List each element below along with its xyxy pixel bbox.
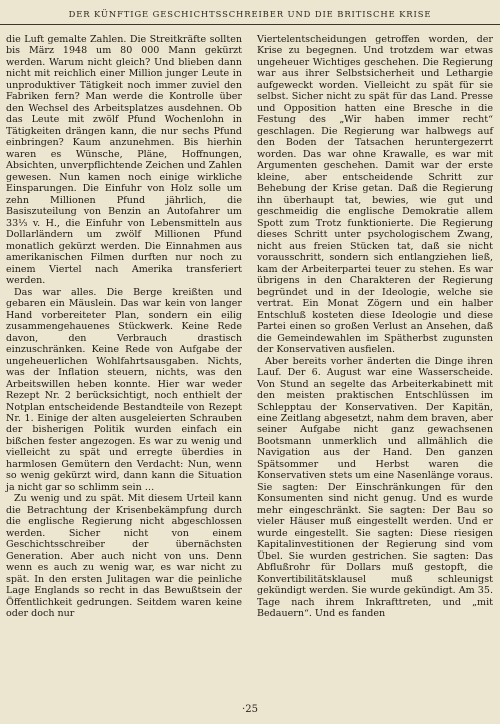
page-number: ·25 — [242, 704, 258, 715]
paragraph: die Luft gemalte Zahlen. Die Streitkräfte sollten bis März 1948 um 80 000 Mann gekürzt werden. Warum nicht gleich? Und blieben dann nicht mit reichlich einer Million junger Leute in unproduktiver Tätigkeit noch immer zuviel den Fabriken fern? Man werde die Kontrolle über den Wechsel des Arbeitsplatzes ausdehnen. Ob das Leute mit zwölf Pfund Wochenlohn in Tätigkeiten drängen kann, die nur sechs Pfund einbringen? Kaum anzunehmen. Bis hierhin waren es Wünsche, Pläne, Hoffnungen, Absichten, unverpflichtende Zeichen und Zahlen gewesen. Nun kamen noch einige wirkliche Einsparungen. Die Einfuhr von Holz solle um zehn Millionen Pfund jährlich, die Basiszuteilung von Benzin an Autofahrer um 33⅓ v. H., die Einfuhr von Lebensmitteln aus Dollarländern um zwölf Millionen Pfund monatlich gekürzt werden. Die Einnahmen aus amerikanischen Filmen durften nur noch zu einem Viertel nach Amerika transferiert werden. — [6, 34, 242, 287]
right-column — [257, 34, 493, 620]
running-header: DER KÜNFTIGE GESCHICHTSSCHREIBER UND DIE BRITISCHE KRISE — [68, 9, 432, 19]
paragraph: Viertelentscheidungen getroffen worden, der Krise zu begegnen. Und trotzdem war etwas ungeheuer Wichtiges geschehen. Die Regierung war aus ihrer Selbstsicherheit und Lethargie aufgeweckt worden. Vielleicht zu spät für sie selbst. Sicher nicht zu spät für das Land. Presse und Opposition hatten eine Bresche in die Festung des „Wir haben immer recht“ geschlagen. Die Regierung war halbwegs auf den Boden der Tatsachen heruntergezerrt worden. Das war ohne Krawalle, es war mit Argumenten geschehen. Damit war der erste kleine, aber entscheidende Schritt zur Behebung der Krise getan. Daß die Regierung ihn überhaupt tat, bewies, wie gut und geschmeidig die englische Demokratie allem Spott zum Trotz funktionierte. Die Regierung dieses Schritt unter psychologischem Zwang, nicht aus freien Stücken tat, daß sie nicht vorausschritt, sondern sich entlangziehen ließ, kam der Arbeiterpartei teuer zu stehen. Es war übrigens in den Charakteren der Regierung begründet und in der Ideologie, welche sie vertrat. Ein Monat Zögern und ein halber Entschluß kosteten diese Ideologie und diese Partei einen so großen Verlust an Ansehen, daß die Gemeindewahlen im Spätherbst zugunsten der Konservativen ausfielen. — [257, 34, 493, 356]
left-column — [6, 34, 242, 620]
paragraph: Aber bereits vorher änderten die Dinge ihren Lauf. Der 6. August war eine Wasserscheide. Von Stund an segelte das Arbeiterkabinett mit den meisten praktischen Entschlüssen im Schlepptau der Konservativen. Der Kapitän, eine Zeitlang abgesetzt, nahm dem braven, aber seiner Aufgabe nicht ganz gewachsenen Bootsmann unmerklich und allmählich die Navigation aus der Hand. Den ganzen Spätsommer und Herbst waren die Konservativen stets um eine Nasenlänge voraus. Sie sagten: Der Einschränkungen für den Konsumenten sind nicht genug. Und es wurde mehr eingeschränkt. Sie sagten: Der Bau so vieler Häuser muß eingestellt werden. Und er wurde eingestellt. Sie sagten: Diese riesigen Kapitalinvestitionen der Regierung sind vom Übel. Sie wurden gestrichen. Sie sagten: Das Abflußrohr für Dollars muß gestopft, die Konvertibilitätsklausel muß schleunigst gekündigt werden. Sie wurde gekündigt. Am 35. Tage nach ihrem Inkrafttreten, und „mit Bedauern“. Und es fanden — [257, 355, 493, 620]
paragraph: Das war alles. Die Berge kreißten und gebaren ein Mäuslein. Das war kein von langer Hand vorbereiteter Plan, sondern ein eilig zusammengehauenes Stückwerk. Keine Rede davon, den Verbrauch drastisch einzuschränken. Keine Rede von Aufgabe der ungeheuerlichen Wohlfahrtsausgaben. Nichts, was der Inflation steuern, nichts, was den Arbeitswillen heben konnte. Hier war weder Rezept Nr. 2 berücksichtigt, noch enthielt der Notplan entscheidende Bestandteile von Rezept Nr. 1. Einige der alten ausgeleierten Schrauben der bisherigen Politik wurden einfach ein bißchen fester angezogen. Es war zu wenig und vielleicht zu spät und erregte überdies in harmlosen Gemütern den Verdacht: Nun, wenn so wenig gekürzt wird, dann kann die Situation ja nicht gar so schlimm sein … — [6, 286, 242, 493]
paragraph: Zu wenig und zu spät. Mit diesem Urteil kann die Betrachtung der Krisenbekämpfung durch die englische Regierung nicht abgeschlossen werden. Sicher nicht von einem Geschichtsschreiber der übernächsten Generation. Aber auch nicht von uns. Denn wenn es auch zu wenig war, es war nicht zu spät. In den ersten Julitagen war die peinliche Lage Englands so recht in das Bewußtsein der Öffentlichkeit gedrungen. Seitdem waren keine oder doch nur — [6, 493, 242, 620]
header-rule — [0, 24, 500, 25]
